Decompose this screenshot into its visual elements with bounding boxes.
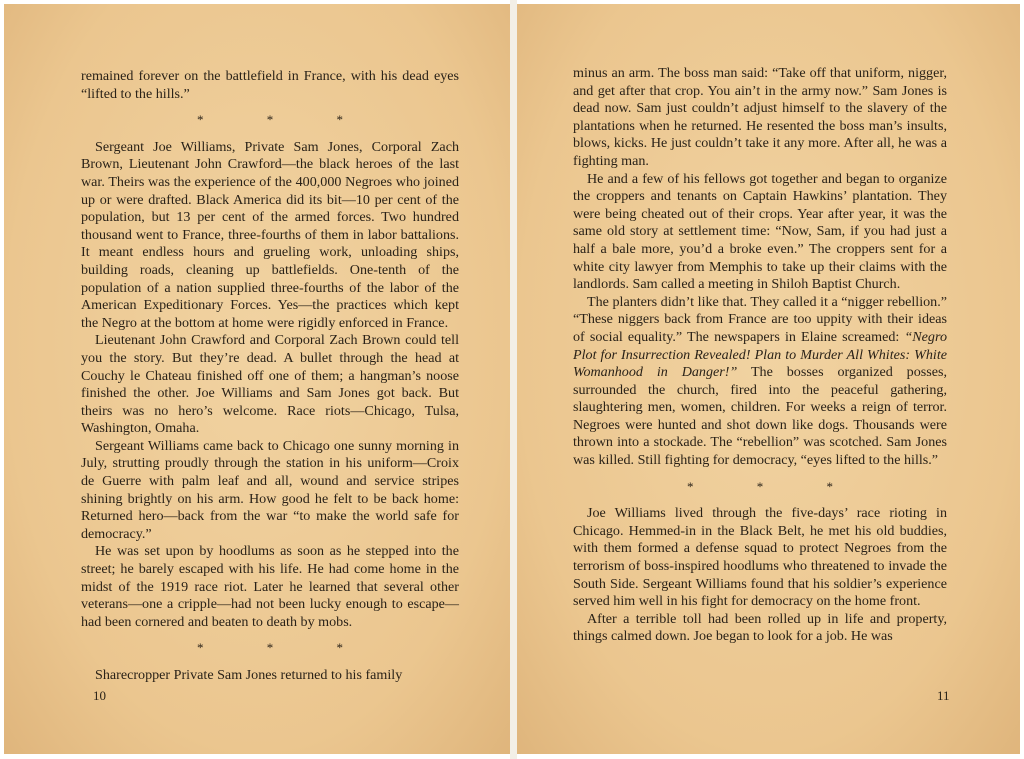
section-separator: * * * bbox=[197, 112, 373, 128]
paragraph: He was set upon by hoodlums as soon as he stepped into the street; he barely escaped with his life. He had come home in the midst of the 1919 race riot. Later he learned that several other veterans—one a cripple—had not been lucky enough to escape—had been cornered and beaten to death by mobs. bbox=[81, 543, 459, 630]
section-separator: * * * bbox=[197, 640, 373, 656]
paragraph: Lieutenant John Crawford and Corporal Zach Brown could tell you the story. But they’re dead. A bullet through the head at Couchy le Chateau finished off one of them; a hangman’s noose finished the other. Joe Williams and Sam Jones got back. But theirs was no hero’s welcome. Race riots—Chicago, Tulsa, Washington, Omaha. bbox=[81, 332, 459, 437]
paragraph: minus an arm. The boss man said: “Take off that uniform, nigger, and get after that crop. You ain’t in the army now.” Sam Jones is dead now. Sam just couldn’t adjust himself to the slavery of the plantations when he returned. He resented the boss man’s insults, blows, kicks. He just couldn’t take it any more. After all, he was a fighting man. bbox=[573, 65, 947, 169]
right-page-text bbox=[573, 65, 947, 646]
section-separator: * * * bbox=[687, 478, 863, 494]
paragraph: Sergeant Joe Williams, Private Sam Jones, Corporal Zach Brown, Lieutenant John Crawford—the black heroes of the last war. Theirs was the experience of the 400,000 Negroes who joined up or were drafted. Black America did its bit—10 per cent of the population, but 13 per cent of the armed forces. Two hundred thousand went to France, three-fourths of them in labor battalions. It meant endless hours and grueling work, unloading ships, building roads, cleaning up battlefields. One-tenth of the population of a nation supplied three-fourths of the labor of the American Expeditionary Forces. Yes—the practices which kept the Negro at the bottom at home were rigidly enforced in France. bbox=[81, 138, 459, 331]
book-gutter bbox=[510, 0, 517, 759]
paragraph: Joe Williams lived through the five-days’ race rioting in Chicago. Hemmed-in in the Black Belt, he met his old buddies, with them formed a defense squad to protect Negroes from the terrorism of boss-inspired hoodlums who threatened to invade the South Side. Sergeant Williams found that his soldier’s experience served him well in his fight for democracy on the home front. bbox=[573, 505, 947, 610]
paragraph-text: The planters didn’t like that. They called it a “nigger rebellion.” “These niggers back from France are too uppity with their ideas of social equality.” The newspapers in Elaine screamed: bbox=[573, 293, 947, 345]
paragraph: Sergeant Williams came back to Chicago one sunny morning in July, strutting proudly through the station in his uniform—Croix de Guerre with palm leaf and all, wound and service stripes shining brightly on his arm. How good he felt to be back home: Returned hero—back from the war “to make the world safe for democracy.” bbox=[81, 437, 459, 542]
newspaper-headline: “Negro Plot for Insurrection Revealed! Plan to Murder All Whites: White Womanhood in Danger!” bbox=[573, 328, 947, 381]
paragraph bbox=[573, 294, 947, 470]
paragraph: Sharecropper Private Sam Jones returned to his family bbox=[95, 667, 403, 683]
right-page bbox=[517, 4, 1020, 754]
paragraph: He and a few of his fellows got together and began to organize the croppers and tenants on Captain Hawkins’ plantation. They were being cheated out of their crops. Year after year, it was the same old story at settlement time: “Now, Sam, if you had just a half a bale more, you’d a broke even.” The croppers sent for a white city lawyer from Memphis to take up their claims with the landlords. Sam called a meeting in Shiloh Baptist Church. bbox=[573, 170, 947, 293]
paragraph: After a terrible toll had been rolled up in life and property, things calmed down. Joe began to look for a job. He was bbox=[573, 610, 947, 645]
page-number: 10 bbox=[93, 688, 106, 703]
left-page bbox=[4, 4, 510, 754]
left-page-text bbox=[81, 68, 459, 685]
page-number: 11 bbox=[937, 688, 950, 703]
paragraph: remained forever on the battlefield in France, with his dead eyes “lifted to the hills.” bbox=[81, 68, 459, 102]
paragraph-text: The bosses organized posses, surrounded the church, fired into the peaceful gathering, slaughtering men, women, children. For weeks a reign of terror. Negroes were hunted and shot down like dogs. Thousands were thrown into a stockade. The “rebellion” was scotched. Sam Jones was killed. Still fighting for democracy, “eyes lifted to the hills.” bbox=[573, 364, 947, 469]
